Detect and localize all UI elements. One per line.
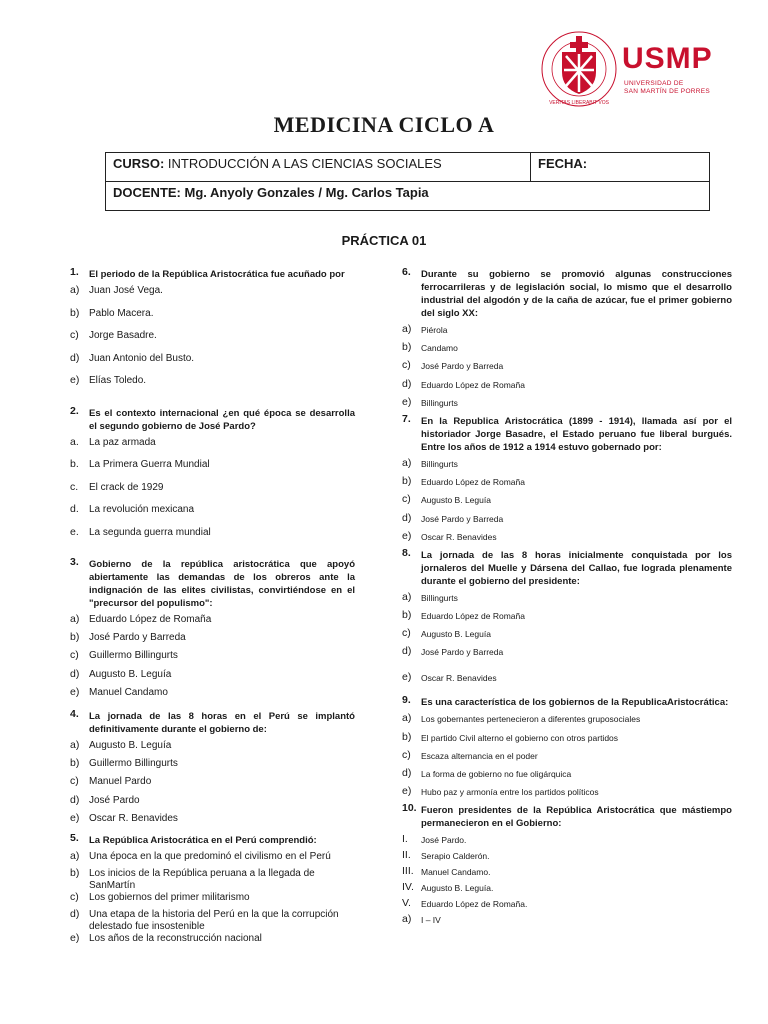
answer-option	[70, 758, 355, 776]
curso-value: INTRODUCCIÓN A LAS CIENCIAS SOCIALES	[167, 156, 442, 171]
option-letter: II.	[402, 849, 411, 862]
option-letter: d)	[402, 377, 412, 390]
option-text: Augusto B. Leguía.	[421, 883, 494, 894]
option-text: Oscar R. Benavides	[421, 673, 497, 684]
option-letter: b)	[70, 757, 80, 770]
option-letter: b)	[70, 306, 80, 319]
answer-option	[70, 740, 355, 758]
option-letter: d.	[70, 503, 79, 515]
answer-option	[402, 342, 732, 360]
curso-label: CURSO:	[113, 156, 165, 171]
question-number: 10.	[402, 802, 417, 815]
answer-option	[70, 308, 355, 331]
answer-option	[70, 650, 355, 668]
answer-option	[402, 628, 732, 646]
question	[70, 404, 355, 433]
answer-option	[402, 768, 732, 786]
question-text: La jornada de las 8 horas inicialmente conquistada por los jornaleros del Muelle y Dársena del Callao, fue lograda plenamente durante el gobierno del presidente:	[421, 549, 732, 587]
question-number: 2.	[70, 404, 79, 417]
option-text: Una época en la que predominó el civilismo en el Perú	[89, 850, 331, 862]
option-letter: d)	[70, 908, 80, 921]
option-letter: c.	[70, 480, 79, 493]
option-letter: a)	[70, 849, 80, 862]
option-letter: d)	[70, 351, 80, 364]
option-letter: V.	[402, 897, 411, 910]
info-table	[105, 152, 710, 211]
answer-option	[70, 437, 355, 460]
question-text: Durante su gobierno se promovió algunas construcciones ferrocarrileras y de legislación social, lo mismo que el desarrollo industrial del algodón y de la caña de azúcar, fue el primer gobierno del siglo XX:	[421, 269, 732, 319]
answer-option	[402, 672, 732, 696]
logo-name: USMP	[622, 42, 713, 75]
option-letter: III.	[402, 865, 414, 878]
logo-subtitle-line2: SAN MARTÍN DE PORRES	[624, 88, 711, 95]
answer-option	[402, 786, 732, 804]
answer-option	[70, 669, 355, 687]
option-letter: a)	[402, 712, 412, 725]
answer-option	[402, 476, 732, 494]
answer-option	[402, 914, 732, 930]
answer-option	[70, 459, 355, 482]
option-text: Oscar R. Benavides	[421, 531, 497, 542]
option-text: Una etapa de la historia del Perú en la que la corrupción delestado fue insostenible	[89, 909, 339, 933]
option-text: Eduardo López de Romaña.	[421, 899, 528, 910]
answer-option	[70, 909, 355, 933]
question	[402, 804, 732, 830]
question-text: Fueron presidentes de la República Aristocrática que mástiempo permanecieron en el Gobierno:	[421, 805, 732, 830]
option-letter: e)	[402, 395, 412, 408]
answer-option	[70, 375, 355, 398]
answer-option	[70, 851, 355, 868]
option-text: Candamo	[421, 343, 458, 354]
answer-option	[402, 324, 732, 342]
option-text: Manuel Candamo.	[421, 867, 491, 878]
option-letter: c)	[402, 359, 411, 372]
question-number: 4.	[70, 707, 79, 720]
answer-option	[70, 813, 355, 831]
answer-option	[402, 713, 732, 731]
option-text: Los años de la reconstrucción nacional	[89, 933, 262, 945]
option-text: José Pardo	[89, 794, 140, 806]
option-text: Escaza alternancia en el poder	[421, 750, 538, 761]
option-letter: e)	[402, 671, 412, 684]
question	[402, 412, 732, 454]
answer-option	[70, 614, 355, 632]
option-letter: e)	[70, 932, 80, 945]
right-column	[402, 268, 732, 930]
option-text: La paz armada	[89, 436, 156, 448]
page-title: MEDICINA CICLO A	[273, 112, 495, 137]
answer-option	[70, 795, 355, 813]
answer-option	[70, 687, 355, 705]
option-letter: b)	[402, 609, 412, 622]
logo-subtitle-line1: UNIVERSIDAD DE	[624, 80, 684, 87]
question	[70, 707, 355, 736]
option-text: El crack de 1929	[89, 481, 164, 493]
option-text: Los inicios de la República peruana a la llegada de SanMartín	[89, 868, 315, 892]
answer-option	[402, 882, 732, 898]
option-letter: e)	[70, 811, 80, 824]
answer-option	[402, 513, 732, 531]
option-text: Augusto B. Leguía	[89, 668, 172, 680]
option-letter: I.	[402, 833, 408, 846]
option-text: La segunda guerra mundial	[89, 526, 211, 538]
option-letter: a)	[402, 456, 412, 469]
option-text: José Pardo y Barreda	[421, 361, 504, 372]
option-text: Eduardo López de Romaña	[421, 379, 525, 390]
option-letter: a)	[402, 323, 412, 335]
option-text: Hubo paz y armonía entre los partidos políticos	[421, 787, 599, 798]
answer-option	[402, 866, 732, 882]
answer-option	[402, 397, 732, 415]
question-text: Es una característica de los gobiernos de la RepublicaAristocrática:	[421, 697, 729, 709]
question-number: 7.	[402, 412, 411, 425]
curso-cell	[106, 153, 531, 182]
question-text: La jornada de las 8 horas en el Perú se implantó definitivamente durante el gobierno de:	[89, 710, 355, 735]
answer-option	[402, 898, 732, 914]
option-text: Guillermo Billingurts	[89, 758, 178, 770]
answer-option	[70, 632, 355, 650]
option-text: José Pardo y Barreda	[421, 647, 504, 658]
question-number: 3.	[70, 556, 79, 568]
question-number: 5.	[70, 831, 79, 844]
option-letter: c)	[402, 748, 411, 761]
answer-option	[402, 850, 732, 866]
option-letter: c)	[70, 329, 79, 341]
option-letter: c)	[70, 775, 79, 788]
option-text: Juan Antonio del Busto.	[89, 352, 195, 364]
option-letter: b)	[70, 631, 80, 644]
answer-option	[402, 531, 732, 549]
option-letter: d)	[402, 767, 412, 779]
answer-option	[70, 868, 355, 892]
answer-option	[402, 494, 732, 512]
question-number: 8.	[402, 546, 411, 559]
option-text: I – IV	[421, 915, 441, 926]
option-letter: a)	[402, 590, 412, 603]
question	[70, 558, 355, 610]
option-text: Eduardo López de Romaña	[421, 477, 525, 488]
question	[70, 268, 355, 281]
option-text: José Pardo y Barreda	[421, 513, 504, 524]
answer-option	[70, 892, 355, 909]
option-text: Jorge Basadre.	[89, 330, 157, 341]
question	[70, 831, 355, 847]
option-text: Oscar R. Benavides	[89, 812, 178, 824]
question-number: 1.	[70, 266, 79, 278]
practica-heading: PRÁCTICA 01	[341, 233, 427, 248]
docente-label: DOCENTE:	[113, 185, 181, 200]
option-letter: b)	[402, 475, 412, 488]
option-text: Manuel Pardo	[89, 776, 152, 788]
option-letter: a.	[70, 435, 79, 448]
usmp-seal-icon	[540, 30, 618, 108]
question-text: Gobierno de la república aristocrática que apoyó abiertamente las demandas de los obreros ante la indignación de las elites civilistas, convirtiéndose en el "precursor del populismo":	[89, 559, 355, 609]
option-text: Los gobernantes pertenecieron a diferentes gruposociales	[421, 714, 641, 725]
question	[402, 268, 732, 320]
option-text: Billingurts	[421, 458, 458, 469]
answer-option	[70, 933, 355, 950]
answer-option	[70, 285, 355, 308]
option-text: Billingurts	[421, 397, 458, 408]
option-letter: b)	[402, 730, 412, 743]
option-letter: c)	[70, 649, 79, 662]
option-text: Piérola	[421, 325, 448, 335]
option-text: Los gobiernos del primer militarismo	[89, 892, 250, 904]
answer-option	[402, 646, 732, 672]
question-text: El periodo de la República Aristocrática fue acuñado por	[89, 269, 345, 280]
option-text: José Pardo.	[421, 835, 467, 846]
option-text: Augusto B. Leguía	[421, 495, 491, 506]
question-text: Es el contexto internacional ¿en qué época se desarrolla el segundo gobierno de José Pardo?	[89, 407, 355, 432]
answer-option	[402, 360, 732, 378]
answer-option	[70, 330, 355, 353]
fecha-cell	[531, 153, 710, 182]
fecha-label: FECHA:	[538, 156, 588, 171]
question-number: 6.	[402, 266, 411, 278]
option-letter: a)	[402, 913, 412, 926]
answer-option	[70, 776, 355, 794]
option-letter: e)	[70, 685, 80, 698]
answer-option	[402, 750, 732, 768]
option-letter: c)	[70, 891, 79, 904]
option-letter: d)	[402, 511, 412, 524]
option-letter: e)	[402, 785, 412, 798]
logo-subtitle	[624, 80, 744, 96]
option-text: Pablo Macera.	[89, 307, 154, 319]
answer-option	[70, 527, 355, 550]
option-letter: d)	[402, 645, 412, 658]
option-letter: d)	[70, 667, 80, 680]
answer-option	[70, 482, 355, 505]
option-text: Augusto B. Leguía	[421, 629, 491, 640]
option-text: Billingurts	[421, 592, 458, 603]
option-text: Eduardo López de Romaña	[89, 614, 212, 625]
option-text: La revolución mexicana	[89, 504, 195, 515]
answer-option	[402, 592, 732, 610]
option-letter: e)	[402, 529, 412, 542]
answer-option	[70, 504, 355, 527]
left-column	[70, 268, 355, 950]
option-letter: e)	[70, 374, 80, 386]
option-letter: e.	[70, 525, 79, 538]
option-text: Elías Toledo.	[89, 375, 147, 386]
option-letter: IV.	[402, 881, 414, 894]
answer-option	[70, 353, 355, 376]
option-text: El partido Civil alterno el gobierno con otros partidos	[421, 732, 619, 743]
option-letter: b)	[70, 867, 80, 880]
question	[402, 546, 732, 588]
option-text: Eduardo López de Romaña	[421, 611, 525, 622]
docente-value: Mg. Anyoly Gonzales / Mg. Carlos Tapia	[184, 185, 429, 200]
option-text: La Primera Guerra Mundial	[89, 459, 210, 470]
option-text: Serapio Calderón.	[421, 851, 490, 862]
question	[402, 696, 732, 709]
answer-option	[402, 458, 732, 476]
option-letter: d)	[70, 793, 80, 806]
question-text: La República Aristocrática en el Perú comprendió:	[89, 834, 317, 846]
answer-option	[402, 379, 732, 397]
option-letter: c)	[402, 627, 411, 640]
answer-option	[402, 610, 732, 628]
question-number: 9.	[402, 694, 411, 707]
question-text: En la Republica Aristocrática (1899 - 1914), llamada así por el historiador Jorge Basadre, el Estado peruano fue liberal burgués. Entre los años de 1912 a 1914 estuvo gobernado por:	[421, 415, 732, 453]
option-text: Juan José Vega.	[89, 285, 163, 296]
answer-option	[402, 732, 732, 750]
option-text: Augusto B. Leguía	[89, 739, 172, 751]
answer-option	[402, 834, 732, 850]
option-letter: b)	[402, 341, 412, 354]
option-letter: a)	[70, 284, 80, 296]
option-text: José Pardo y Barreda	[89, 632, 186, 644]
option-text: Guillermo Billingurts	[89, 650, 178, 662]
docente-cell	[106, 182, 710, 211]
option-letter: c)	[402, 493, 411, 506]
option-letter: b.	[70, 458, 79, 470]
option-letter: a)	[70, 738, 80, 751]
option-letter: a)	[70, 613, 80, 625]
option-text: La forma de gobierno no fue oligárquica	[421, 769, 572, 779]
usmp-logo	[540, 30, 740, 110]
seal-text: VERITAS LIBERABIT VOS	[549, 100, 609, 106]
option-text: Manuel Candamo	[89, 686, 168, 698]
